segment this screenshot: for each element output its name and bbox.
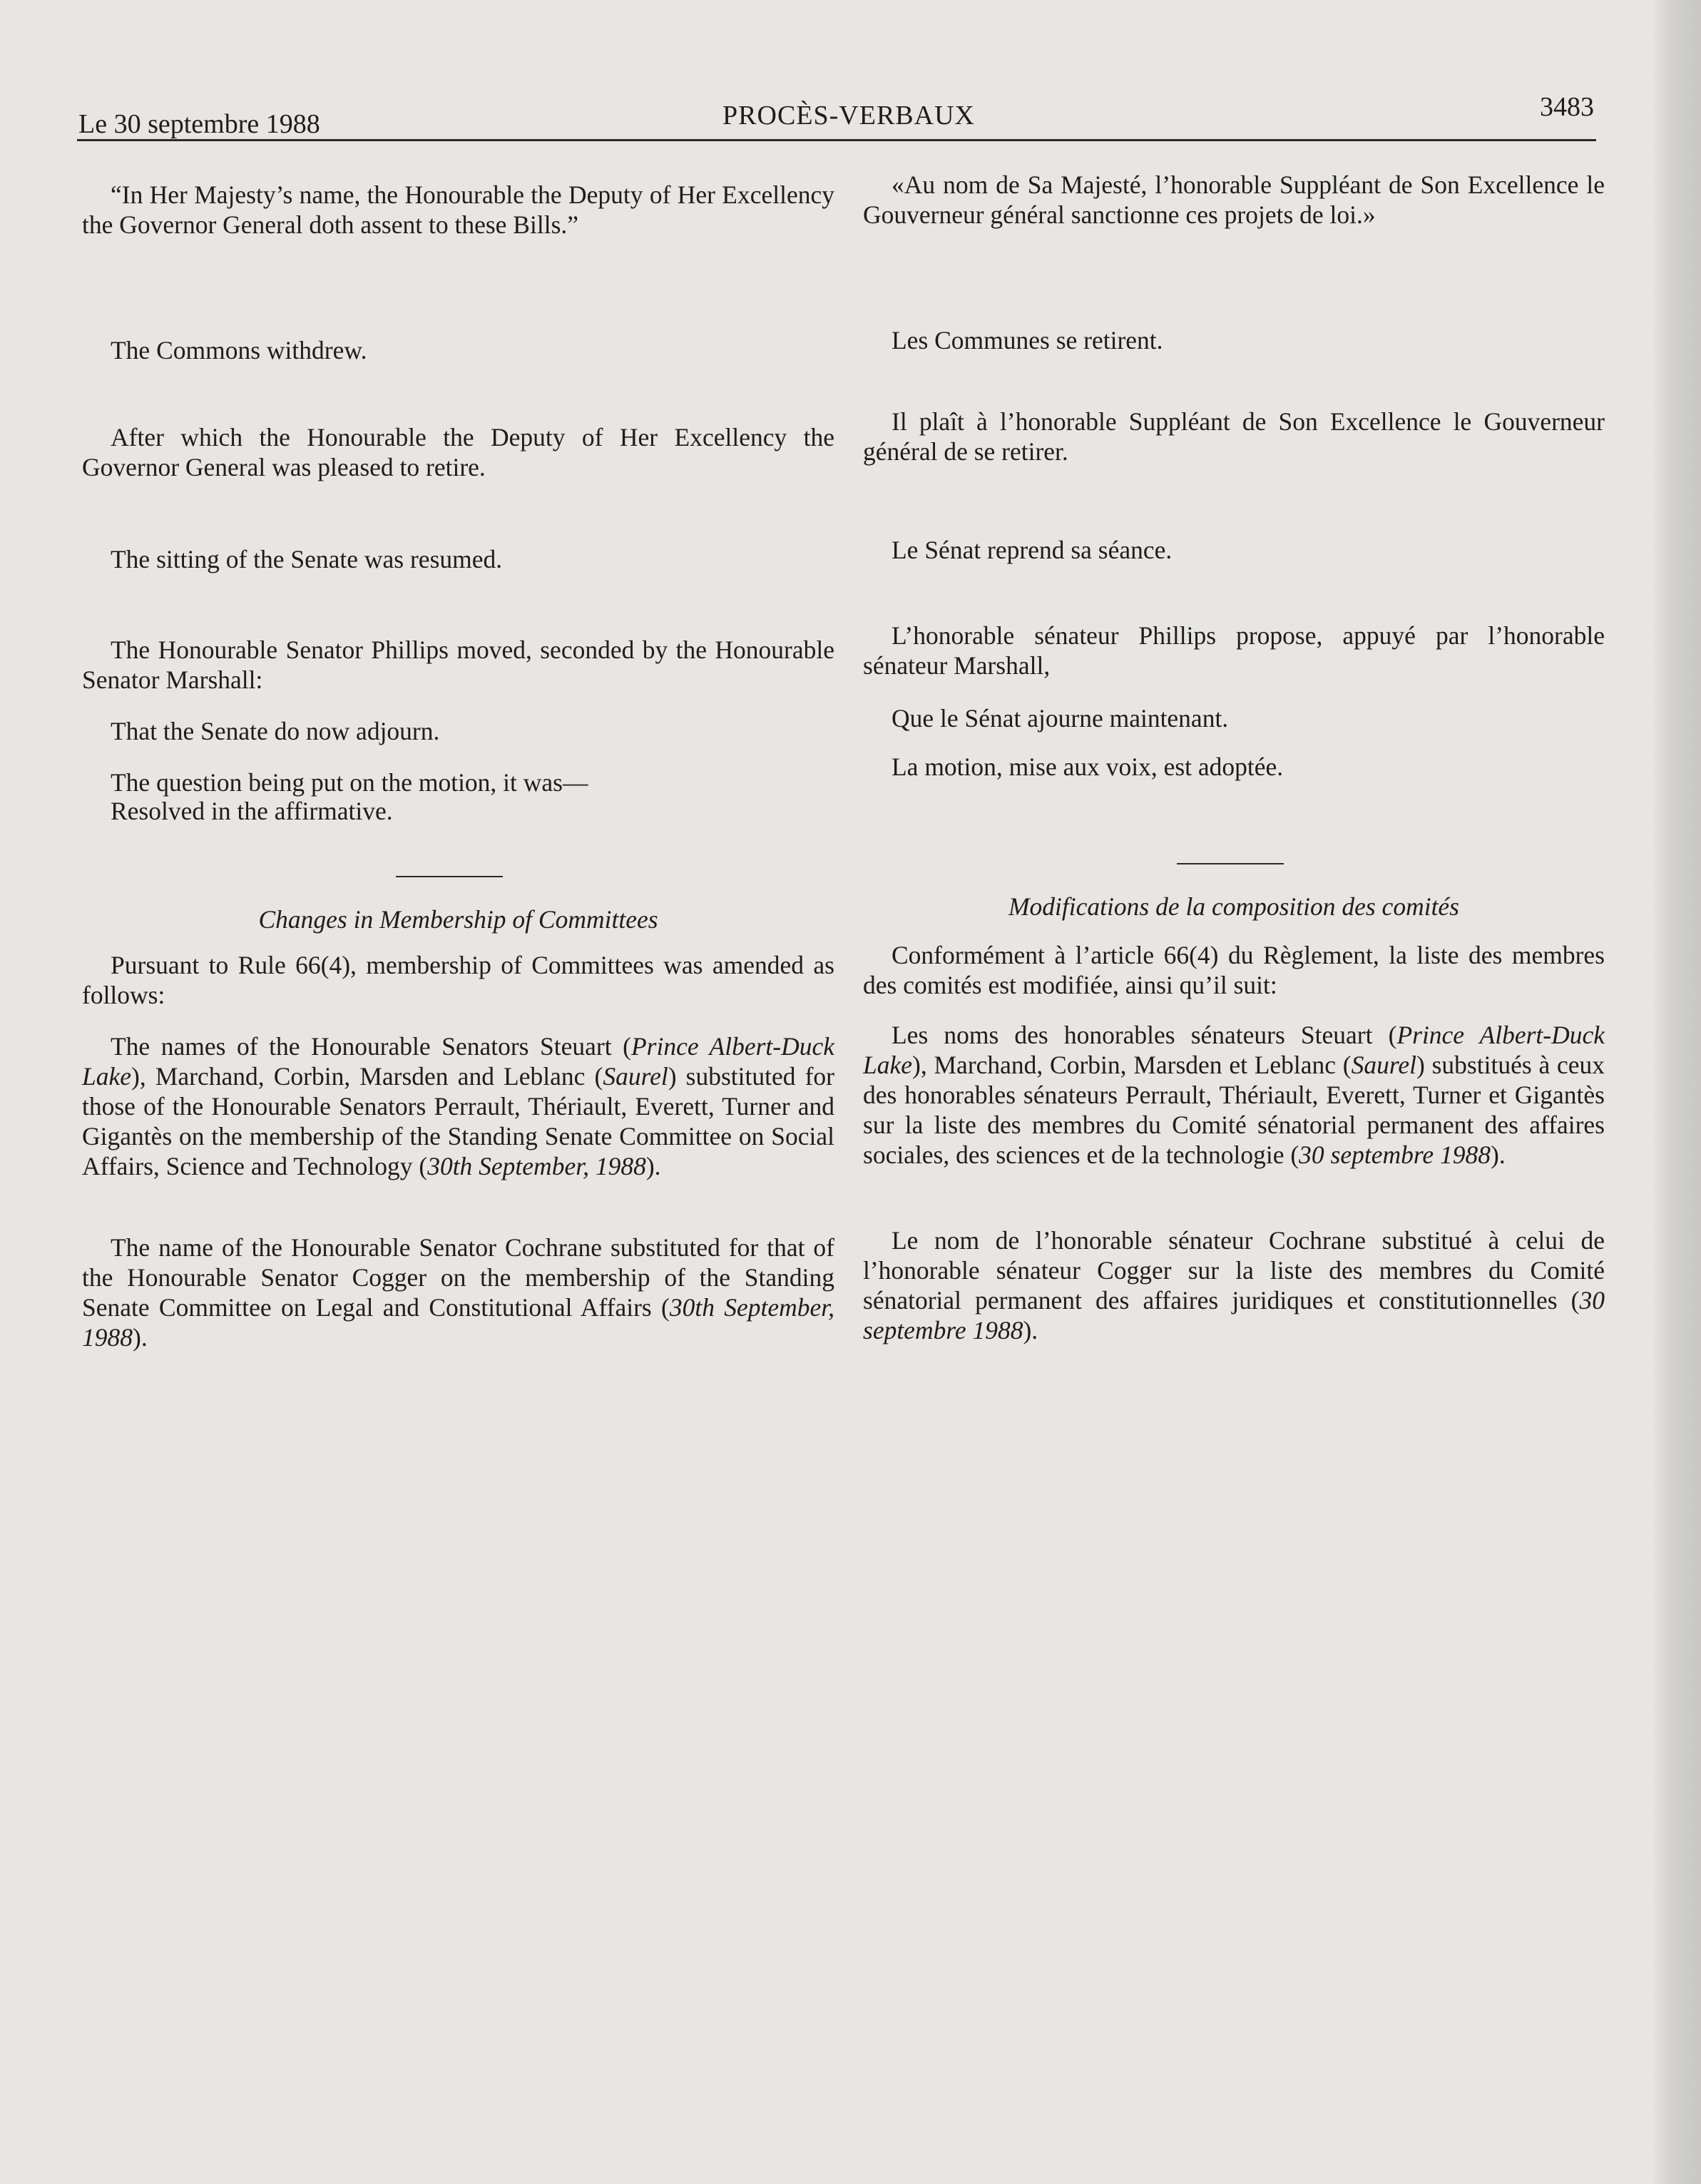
motion-adoptee: La motion, mise aux voix, est adoptée. bbox=[892, 752, 1284, 781]
rule-paragraph: Pursuant to Rule 66(4), membership of Committees was amended as follows: bbox=[82, 951, 834, 1009]
section-heading: Changes in Membership of Committees bbox=[258, 905, 658, 934]
question-put: The question being put on the motion, it was— bbox=[111, 768, 588, 797]
proposition-paragraph: L’honorable sénateur Phillips propose, appuyé par l’honorable sénateur Marshall, bbox=[863, 621, 1605, 680]
cochrane-paragraph: The name of the Honourable Senator Cochrane substituted for that of the Honourable Senator Cogger on the membership of the Standing Senate Committee on Legal and Constitutional Affairs (30th September, 1988). bbox=[82, 1233, 835, 1352]
header-rule bbox=[77, 139, 1596, 141]
sanction-paragraph: «Au nom de Sa Majesté, l’honorable Suppléant de Son Excellence le Gouverneur général sanctionne ces projets de loi.» bbox=[863, 170, 1605, 229]
scan-edge bbox=[1651, 0, 1701, 2184]
section-divider-fr bbox=[1177, 863, 1284, 864]
deputy-retire: After which the Honourable the Deputy of Her Excellency the Governor General was pleased to retire. bbox=[82, 423, 834, 481]
suppleant-retirer: Il plaît à l’honorable Suppléant de Son Excellence le Gouverneur général de se retirer. bbox=[863, 407, 1605, 466]
section-divider bbox=[396, 876, 503, 877]
senat-reprend: Le Sénat reprend sa séance. bbox=[892, 536, 1173, 564]
commons-withdrew: The Commons withdrew. bbox=[111, 336, 367, 364]
ajourne-text: Que le Sénat ajourne maintenant. bbox=[892, 704, 1229, 733]
noms-paragraph: Les noms des honorables sénateurs Steuart (Prince Albert-Duck Lake), Marchand, Corbin, Marsden et Leblanc (Saurel) substitués à ceux des honorables sénateurs Perrault, Thériault, Everett, Turner et Gigantès sur la liste des membres du Comité sénatorial permanent des affaires sociales, des sciences et de la technologie (30 septembre 1988). bbox=[863, 1021, 1605, 1169]
header-date: Le 30 septembre 1988 bbox=[78, 109, 320, 139]
names-paragraph: The names of the Honourable Senators Steuart (Prince Albert-Duck Lake), Marchand, Corbin, Marsden and Leblanc (Saurel) substituted for those of the Honourable Senators Perrault, Thériault, Everett, Turner and Gigantès on the membership of the Standing Senate Committee on Social Affairs, Science and Technology (30th September, 1988). bbox=[82, 1032, 834, 1180]
page-number: 3483 bbox=[1540, 92, 1594, 122]
motion-text: That the Senate do now adjourn. bbox=[111, 717, 440, 745]
resolved: Resolved in the affirmative. bbox=[111, 797, 393, 825]
sitting-resumed: The sitting of the Senate was resumed. bbox=[111, 545, 503, 573]
communes-retirent: Les Communes se retirent. bbox=[892, 326, 1163, 354]
header-title: PROCÈS-VERBAUX bbox=[722, 101, 975, 131]
cochrane-paragraph-fr: Le nom de l’honorable sénateur Cochrane substitué à celui de l’honorable sénateur Cogger sur la liste des membres du Comité sénatorial permanent des affaires juridiques et constitutionnelles (30 septembre 1988). bbox=[863, 1226, 1605, 1344]
motion-paragraph: The Honourable Senator Phillips moved, seconded by the Honourable Senator Marshall: bbox=[82, 636, 834, 694]
assent-paragraph: “In Her Majesty’s name, the Honourable the Deputy of Her Excellency the Governor General doth assent to these Bills.” bbox=[82, 180, 834, 239]
section-heading-fr: Modifications de la composition des comités bbox=[1008, 892, 1459, 921]
reglement-paragraph: Conformément à l’article 66(4) du Règlement, la liste des membres des comités est modifiée, ainsi qu’il suit: bbox=[863, 941, 1605, 999]
